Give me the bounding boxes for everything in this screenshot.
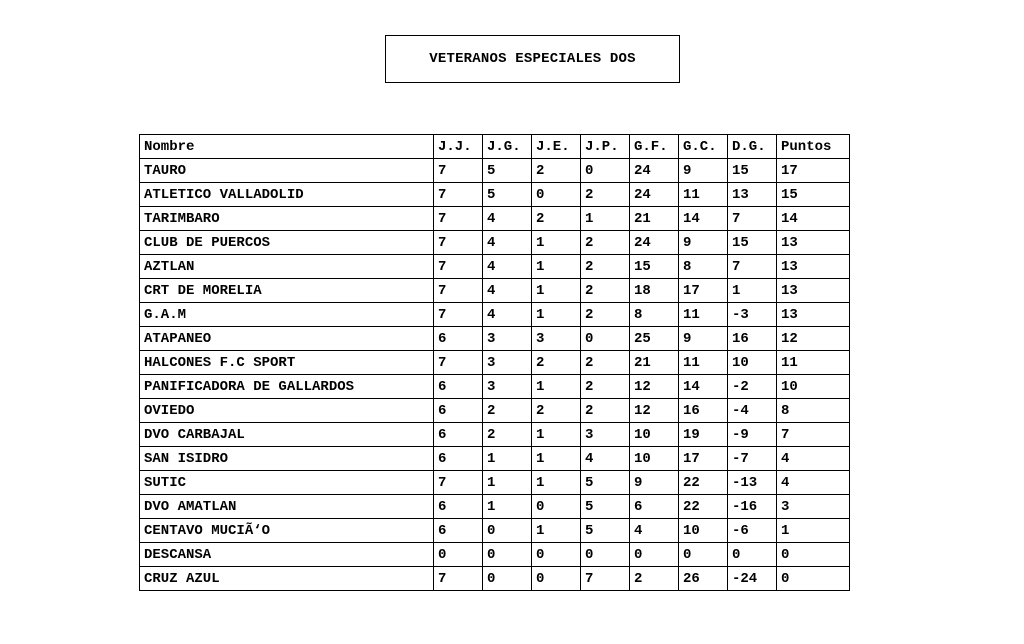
jp-cell: 5 <box>581 519 630 543</box>
je-cell: 1 <box>532 423 581 447</box>
jg-cell: 0 <box>483 519 532 543</box>
gc-cell: 9 <box>679 231 728 255</box>
jp-cell: 2 <box>581 183 630 207</box>
gc-cell: 16 <box>679 399 728 423</box>
je-cell: 1 <box>532 375 581 399</box>
team-name-cell: CRUZ AZUL <box>140 567 434 591</box>
header-jj: J.J. <box>434 135 483 159</box>
je-cell: 1 <box>532 447 581 471</box>
dg-cell: 15 <box>728 231 777 255</box>
puntos-cell: 0 <box>777 567 850 591</box>
jp-cell: 3 <box>581 423 630 447</box>
gc-cell: 9 <box>679 327 728 351</box>
gc-cell: 10 <box>679 519 728 543</box>
table-row <box>140 375 850 399</box>
dg-cell: -16 <box>728 495 777 519</box>
jg-cell: 4 <box>483 207 532 231</box>
puntos-cell: 0 <box>777 543 850 567</box>
je-cell: 2 <box>532 351 581 375</box>
je-cell: 0 <box>532 567 581 591</box>
jj-cell: 7 <box>434 279 483 303</box>
je-cell: 2 <box>532 399 581 423</box>
gc-cell: 11 <box>679 183 728 207</box>
jp-cell: 2 <box>581 231 630 255</box>
puntos-cell: 13 <box>777 255 850 279</box>
jg-cell: 0 <box>483 543 532 567</box>
jp-cell: 0 <box>581 327 630 351</box>
team-name-cell: DVO CARBAJAL <box>140 423 434 447</box>
jg-cell: 5 <box>483 159 532 183</box>
table-row <box>140 159 850 183</box>
table-row <box>140 543 850 567</box>
team-name-cell: CENTAVO MUCIÃ‘O <box>140 519 434 543</box>
gc-cell: 11 <box>679 303 728 327</box>
standings-table <box>139 134 850 591</box>
table-row <box>140 279 850 303</box>
gf-cell: 21 <box>630 351 679 375</box>
puntos-cell: 10 <box>777 375 850 399</box>
jj-cell: 6 <box>434 495 483 519</box>
jp-cell: 4 <box>581 447 630 471</box>
gc-cell: 17 <box>679 279 728 303</box>
dg-cell: -2 <box>728 375 777 399</box>
jp-cell: 2 <box>581 375 630 399</box>
dg-cell: 7 <box>728 255 777 279</box>
gc-cell: 14 <box>679 375 728 399</box>
dg-cell: -6 <box>728 519 777 543</box>
dg-cell: 0 <box>728 543 777 567</box>
je-cell: 0 <box>532 183 581 207</box>
jg-cell: 2 <box>483 399 532 423</box>
table-row <box>140 207 850 231</box>
gf-cell: 10 <box>630 423 679 447</box>
table-row <box>140 495 850 519</box>
dg-cell: -3 <box>728 303 777 327</box>
jp-cell: 1 <box>581 207 630 231</box>
jj-cell: 6 <box>434 447 483 471</box>
jj-cell: 7 <box>434 231 483 255</box>
table-row <box>140 399 850 423</box>
gf-cell: 25 <box>630 327 679 351</box>
puntos-cell: 17 <box>777 159 850 183</box>
header-jg: J.G. <box>483 135 532 159</box>
je-cell: 2 <box>532 207 581 231</box>
gc-cell: 26 <box>679 567 728 591</box>
team-name-cell: SUTIC <box>140 471 434 495</box>
jg-cell: 3 <box>483 351 532 375</box>
table-row <box>140 471 850 495</box>
table-row <box>140 567 850 591</box>
puntos-cell: 4 <box>777 447 850 471</box>
je-cell: 2 <box>532 159 581 183</box>
puntos-cell: 13 <box>777 231 850 255</box>
jp-cell: 5 <box>581 471 630 495</box>
puntos-cell: 14 <box>777 207 850 231</box>
je-cell: 1 <box>532 519 581 543</box>
team-name-cell: TARIMBARO <box>140 207 434 231</box>
gf-cell: 24 <box>630 159 679 183</box>
puntos-cell: 8 <box>777 399 850 423</box>
page-title: VETERANOS ESPECIALES DOS <box>385 35 680 83</box>
table-row <box>140 447 850 471</box>
gf-cell: 18 <box>630 279 679 303</box>
header-je: J.E. <box>532 135 581 159</box>
gf-cell: 8 <box>630 303 679 327</box>
dg-cell: -4 <box>728 399 777 423</box>
jg-cell: 3 <box>483 327 532 351</box>
jg-cell: 4 <box>483 231 532 255</box>
gc-cell: 19 <box>679 423 728 447</box>
jp-cell: 2 <box>581 351 630 375</box>
table-row <box>140 327 850 351</box>
jg-cell: 4 <box>483 303 532 327</box>
jp-cell: 0 <box>581 543 630 567</box>
jj-cell: 7 <box>434 351 483 375</box>
jj-cell: 0 <box>434 543 483 567</box>
jg-cell: 4 <box>483 255 532 279</box>
gc-cell: 14 <box>679 207 728 231</box>
jp-cell: 0 <box>581 159 630 183</box>
gc-cell: 9 <box>679 159 728 183</box>
dg-cell: -7 <box>728 447 777 471</box>
table-row <box>140 351 850 375</box>
jg-cell: 4 <box>483 279 532 303</box>
puntos-cell: 15 <box>777 183 850 207</box>
dg-cell: 7 <box>728 207 777 231</box>
jg-cell: 1 <box>483 471 532 495</box>
team-name-cell: SAN ISIDRO <box>140 447 434 471</box>
gc-cell: 11 <box>679 351 728 375</box>
gf-cell: 4 <box>630 519 679 543</box>
jj-cell: 7 <box>434 207 483 231</box>
dg-cell: 16 <box>728 327 777 351</box>
dg-cell: 1 <box>728 279 777 303</box>
jg-cell: 0 <box>483 567 532 591</box>
dg-cell: 13 <box>728 183 777 207</box>
jj-cell: 6 <box>434 399 483 423</box>
dg-cell: -9 <box>728 423 777 447</box>
team-name-cell: AZTLAN <box>140 255 434 279</box>
team-name-cell: DVO AMATLAN <box>140 495 434 519</box>
table-row <box>140 255 850 279</box>
je-cell: 1 <box>532 255 581 279</box>
table-row <box>140 231 850 255</box>
je-cell: 3 <box>532 327 581 351</box>
team-name-cell: ATAPANEO <box>140 327 434 351</box>
gf-cell: 6 <box>630 495 679 519</box>
jj-cell: 6 <box>434 519 483 543</box>
jj-cell: 7 <box>434 183 483 207</box>
jg-cell: 5 <box>483 183 532 207</box>
team-name-cell: TAURO <box>140 159 434 183</box>
dg-cell: -24 <box>728 567 777 591</box>
table-row <box>140 183 850 207</box>
jj-cell: 6 <box>434 375 483 399</box>
gc-cell: 8 <box>679 255 728 279</box>
puntos-cell: 4 <box>777 471 850 495</box>
jj-cell: 7 <box>434 471 483 495</box>
gf-cell: 10 <box>630 447 679 471</box>
header-row <box>140 135 850 159</box>
jg-cell: 1 <box>483 495 532 519</box>
header-gf: G.F. <box>630 135 679 159</box>
header-nombre: Nombre <box>140 135 434 159</box>
team-name-cell: DESCANSA <box>140 543 434 567</box>
je-cell: 1 <box>532 303 581 327</box>
gf-cell: 12 <box>630 375 679 399</box>
team-name-cell: CRT DE MORELIA <box>140 279 434 303</box>
puntos-cell: 1 <box>777 519 850 543</box>
puntos-cell: 3 <box>777 495 850 519</box>
jg-cell: 1 <box>483 447 532 471</box>
je-cell: 0 <box>532 495 581 519</box>
header-gc: G.C. <box>679 135 728 159</box>
jj-cell: 7 <box>434 159 483 183</box>
gc-cell: 22 <box>679 471 728 495</box>
dg-cell: 10 <box>728 351 777 375</box>
dg-cell: -13 <box>728 471 777 495</box>
jg-cell: 3 <box>483 375 532 399</box>
team-name-cell: CLUB DE PUERCOS <box>140 231 434 255</box>
puntos-cell: 13 <box>777 303 850 327</box>
gf-cell: 9 <box>630 471 679 495</box>
jp-cell: 2 <box>581 399 630 423</box>
header-jp: J.P. <box>581 135 630 159</box>
team-name-cell: ATLETICO VALLADOLID <box>140 183 434 207</box>
gc-cell: 17 <box>679 447 728 471</box>
jp-cell: 2 <box>581 255 630 279</box>
gf-cell: 24 <box>630 183 679 207</box>
team-name-cell: OVIEDO <box>140 399 434 423</box>
gc-cell: 22 <box>679 495 728 519</box>
table-row <box>140 303 850 327</box>
team-name-cell: PANIFICADORA DE GALLARDOS <box>140 375 434 399</box>
jj-cell: 7 <box>434 255 483 279</box>
header-dg: D.G. <box>728 135 777 159</box>
table-row <box>140 519 850 543</box>
je-cell: 0 <box>532 543 581 567</box>
gf-cell: 24 <box>630 231 679 255</box>
je-cell: 1 <box>532 231 581 255</box>
jp-cell: 2 <box>581 279 630 303</box>
gf-cell: 0 <box>630 543 679 567</box>
jj-cell: 7 <box>434 303 483 327</box>
team-name-cell: HALCONES F.C SPORT <box>140 351 434 375</box>
jj-cell: 6 <box>434 423 483 447</box>
gf-cell: 2 <box>630 567 679 591</box>
header-puntos: Puntos <box>777 135 850 159</box>
puntos-cell: 11 <box>777 351 850 375</box>
puntos-cell: 12 <box>777 327 850 351</box>
dg-cell: 15 <box>728 159 777 183</box>
jp-cell: 5 <box>581 495 630 519</box>
table-body <box>140 159 850 591</box>
team-name-cell: G.A.M <box>140 303 434 327</box>
gf-cell: 21 <box>630 207 679 231</box>
table-row <box>140 423 850 447</box>
je-cell: 1 <box>532 279 581 303</box>
gf-cell: 12 <box>630 399 679 423</box>
jp-cell: 7 <box>581 567 630 591</box>
jg-cell: 2 <box>483 423 532 447</box>
jp-cell: 2 <box>581 303 630 327</box>
jj-cell: 7 <box>434 567 483 591</box>
gc-cell: 0 <box>679 543 728 567</box>
puntos-cell: 13 <box>777 279 850 303</box>
puntos-cell: 7 <box>777 423 850 447</box>
je-cell: 1 <box>532 471 581 495</box>
gf-cell: 15 <box>630 255 679 279</box>
jj-cell: 6 <box>434 327 483 351</box>
